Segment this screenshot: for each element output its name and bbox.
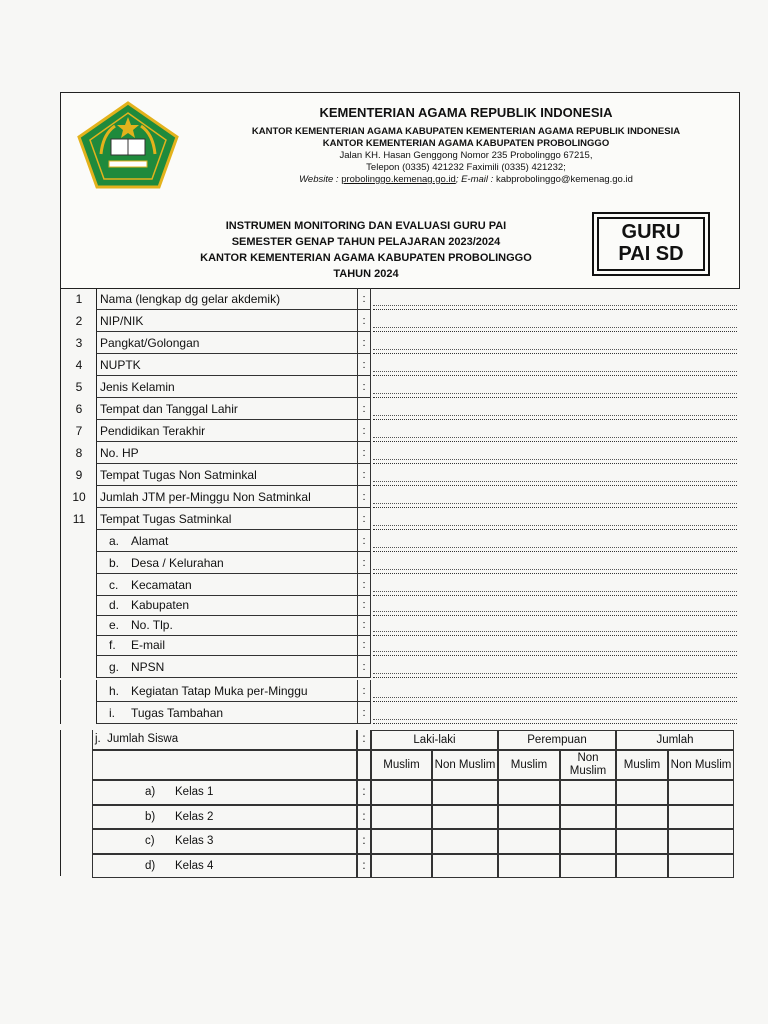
gender-field[interactable] [373,376,737,398]
sub-row [60,614,740,636]
email-label: ; E-mail : [455,174,494,185]
field-label: Nama (lengkap dg gelar akdemik) [96,288,357,310]
col-total-muslim: Muslim [616,750,668,780]
title-line-3: KANTOR KEMENTERIAN AGAMA KABUPATEN PROBOLINGGO [200,252,532,264]
additional-duty-field[interactable] [373,702,737,724]
form-row [60,398,740,420]
sub-text: Tugas Tambahan [131,706,224,720]
sub-text: Kecamatan [131,578,192,592]
class-row-label [92,854,357,879]
form-row [60,354,740,376]
student-count-cell[interactable] [371,780,432,805]
class-row-key: d) [145,859,156,872]
colon: : [357,464,371,486]
colon: : [357,332,371,354]
row-number: 6 [60,398,97,420]
student-count-cell[interactable] [616,780,668,805]
form-row [60,332,740,354]
colon: : [357,854,371,879]
class-row-label [92,829,357,854]
field-label: No. HP [96,442,357,464]
sub-key: e. [109,618,120,632]
sub-label [96,656,357,678]
sub-row [60,574,740,596]
sub-key: h. [109,684,120,698]
form-page [60,92,740,872]
student-count-cell[interactable] [616,805,668,830]
nuptk-field[interactable] [373,354,737,376]
colon: : [357,530,371,552]
sub-row [60,552,740,574]
student-count-cell[interactable] [371,805,432,830]
email-field[interactable] [373,634,737,656]
birth-field[interactable] [373,398,737,420]
sub-label [96,574,357,596]
sub-key: b. [109,556,120,570]
row-number: 2 [60,310,97,332]
colon: : [357,486,371,508]
district-field[interactable] [373,574,737,596]
school-phone-field[interactable] [373,614,737,636]
sub-key: c. [109,578,119,592]
sub-key: d. [109,598,120,612]
group-female: Perempuan [498,730,616,750]
form-row [60,310,740,332]
student-count-cell[interactable] [498,829,560,854]
row-number-empty [60,552,97,574]
student-count-cell[interactable] [668,854,734,879]
title-line-2: SEMESTER GENAP TAHUN PELAJARAN 2023/2024 [231,236,501,248]
education-field[interactable] [373,420,737,442]
row-number: 3 [60,332,97,354]
colon: : [357,805,371,830]
form-row [60,442,740,464]
colon: : [357,730,371,750]
class-row-label [92,805,357,830]
sub-row [60,680,740,702]
colon: : [357,354,371,376]
row-number: 1 [60,288,97,310]
form-row [60,464,740,486]
colon: : [357,552,371,574]
jtm-field[interactable] [373,486,737,508]
group-total: Jumlah [616,730,734,750]
phone-field[interactable] [373,442,737,464]
students-label [92,730,357,750]
students-key: j. [95,733,101,745]
regency-field[interactable] [373,594,737,616]
badge-line-1: GURU [621,221,681,243]
row-number: 8 [60,442,97,464]
field-label: Pendidikan Terakhir [96,420,357,442]
students-text: Jumlah Siswa [107,733,179,745]
row-number: 9 [60,464,97,486]
class-row-key: b) [145,810,156,823]
kemenag-logo-icon [73,99,183,191]
sub-text: No. Tlp. [131,618,173,632]
sub-label [96,552,357,574]
sub-key: i. [109,706,115,720]
colon: : [357,594,371,616]
category-badge [592,212,710,276]
form-row [60,508,740,530]
colon: : [357,702,371,724]
website-label: Website : [299,174,339,185]
colon: : [357,398,371,420]
student-count-cell[interactable] [616,854,668,879]
ministry-name: KEMENTERIAN AGAMA REPUBLIK INDONESIA [319,105,613,120]
student-count-cell[interactable] [668,780,734,805]
email-address[interactable]: kabprobolinggo@kemenag.go.id [495,174,633,185]
npsn-field[interactable] [373,656,737,678]
non-satminkal-field[interactable] [373,464,737,486]
form-row [60,486,740,508]
sub-row [60,702,740,724]
row-number-empty [60,680,97,702]
col-total-nonmuslim: Non Muslim [668,750,734,780]
row-number-empty [60,574,97,596]
row-number-empty [60,634,97,656]
student-count-cell[interactable] [616,829,668,854]
class-row-text: Kelas 4 [175,859,214,872]
colon: : [357,680,371,702]
row-number-empty [60,530,97,552]
sub-label [96,614,357,636]
student-count-cell[interactable] [668,805,734,830]
office-phone: Telepon (0335) 421232 Faximili (0335) 421232; [366,162,566,173]
col-female-nonmuslim: Non Muslim [560,750,616,780]
nip-field[interactable] [373,310,737,332]
sub-row [60,656,740,678]
rank-field[interactable] [373,332,737,354]
class-row-key: c) [145,835,155,847]
form-row [60,420,740,442]
class-row-text: Kelas 1 [175,786,214,798]
sub-label [96,634,357,656]
student-count-cell[interactable] [498,805,560,830]
sub-text: Kabupaten [131,598,190,612]
group-male: Laki-laki [371,730,498,750]
sub-label [96,594,357,616]
row-number: 11 [60,508,97,530]
colon: : [357,829,371,854]
field-label: NIP/NIK [96,310,357,332]
class-row-text: Kelas 3 [175,835,214,847]
colon-spacer [357,750,371,780]
sub-text: Kegiatan Tatap Muka per-Minggu [131,684,308,698]
student-count-cell[interactable] [432,805,498,830]
sub-text: Alamat [131,534,169,548]
village-field[interactable] [373,552,737,574]
col-male-muslim: Muslim [371,750,432,780]
class-row-text: Kelas 2 [175,810,214,823]
colon: : [357,656,371,678]
sub-label [96,680,357,702]
row-number: 5 [60,376,97,398]
student-count-cell[interactable] [668,829,734,854]
student-count-cell[interactable] [371,829,432,854]
student-count-cell[interactable] [560,854,616,879]
title-line-4: TAHUN 2024 [333,268,399,280]
colon: : [357,614,371,636]
row-number-empty [60,594,97,616]
row-number-empty [60,656,97,678]
colon: : [357,442,371,464]
student-count-cell[interactable] [432,829,498,854]
sub-text: NPSN [131,660,165,674]
sub-key: a. [109,534,120,548]
students-label-spacer [92,750,357,780]
row-number: 10 [60,486,97,508]
title-line-1: INSTRUMEN MONITORING DAN EVALUASI GURU PAI [225,220,507,232]
colon: : [357,574,371,596]
field-label: Tempat dan Tanggal Lahir [96,398,357,420]
row-number: 4 [60,354,97,376]
row-number-empty [60,614,97,636]
teaching-hours-field[interactable] [373,680,737,702]
office-address: Jalan KH. Hasan Genggong Nomor 235 Probolinggo 67215, [339,150,593,161]
class-row-label [92,780,357,805]
student-count-cell[interactable] [498,854,560,879]
letterhead [60,92,740,204]
field-label: NUPTK [96,354,357,376]
sub-key: g. [109,660,120,674]
field-label: Jumlah JTM per-Minggu Non Satminkal [96,486,357,508]
col-female-muslim: Muslim [498,750,560,780]
address-field[interactable] [373,530,737,552]
student-count-cell[interactable] [560,805,616,830]
sub-row [60,594,740,616]
office-line-2: KANTOR KEMENTERIAN AGAMA KABUPATEN PROBOLINGGO [322,138,610,149]
row-number-empty [60,702,97,724]
colon: : [357,420,371,442]
office-web-line [201,174,731,186]
satminkal-field[interactable] [373,508,737,530]
student-count-cell[interactable] [498,780,560,805]
sub-row [60,634,740,656]
student-count-cell[interactable] [432,854,498,879]
website-link[interactable]: probolinggo.kemenag.go.id [341,174,456,185]
field-label: Tempat Tugas Satminkal [96,508,357,530]
field-label: Pangkat/Golongan [96,332,357,354]
form-row [60,288,740,310]
student-count-cell[interactable] [371,854,432,879]
field-label: Tempat Tugas Non Satminkal [96,464,357,486]
student-count-cell[interactable] [432,780,498,805]
colon: : [357,310,371,332]
row-number: 7 [60,420,97,442]
form-row [60,376,740,398]
sub-label [96,702,357,724]
colon: : [357,288,371,310]
colon: : [357,376,371,398]
sub-text: E-mail [131,638,166,652]
col-male-nonmuslim: Non Muslim [432,750,498,780]
colon: : [357,634,371,656]
sub-key: f. [109,638,116,652]
colon: : [357,508,371,530]
student-count-cell[interactable] [560,829,616,854]
sub-row [60,530,740,552]
sub-text: Desa / Kelurahan [131,556,224,570]
badge-line-2: PAI SD [618,243,684,265]
sub-label [96,530,357,552]
class-row-key: a) [145,786,156,798]
field-label: Jenis Kelamin [96,376,357,398]
form-title-block [60,202,740,289]
name-field[interactable] [373,288,737,310]
student-count-cell[interactable] [560,780,616,805]
office-line-1: KANTOR KEMENTERIAN AGAMA KABUPATEN KEMENTERIAN AGAMA REPUBLIK INDONESIA [251,126,681,137]
colon: : [357,780,371,805]
